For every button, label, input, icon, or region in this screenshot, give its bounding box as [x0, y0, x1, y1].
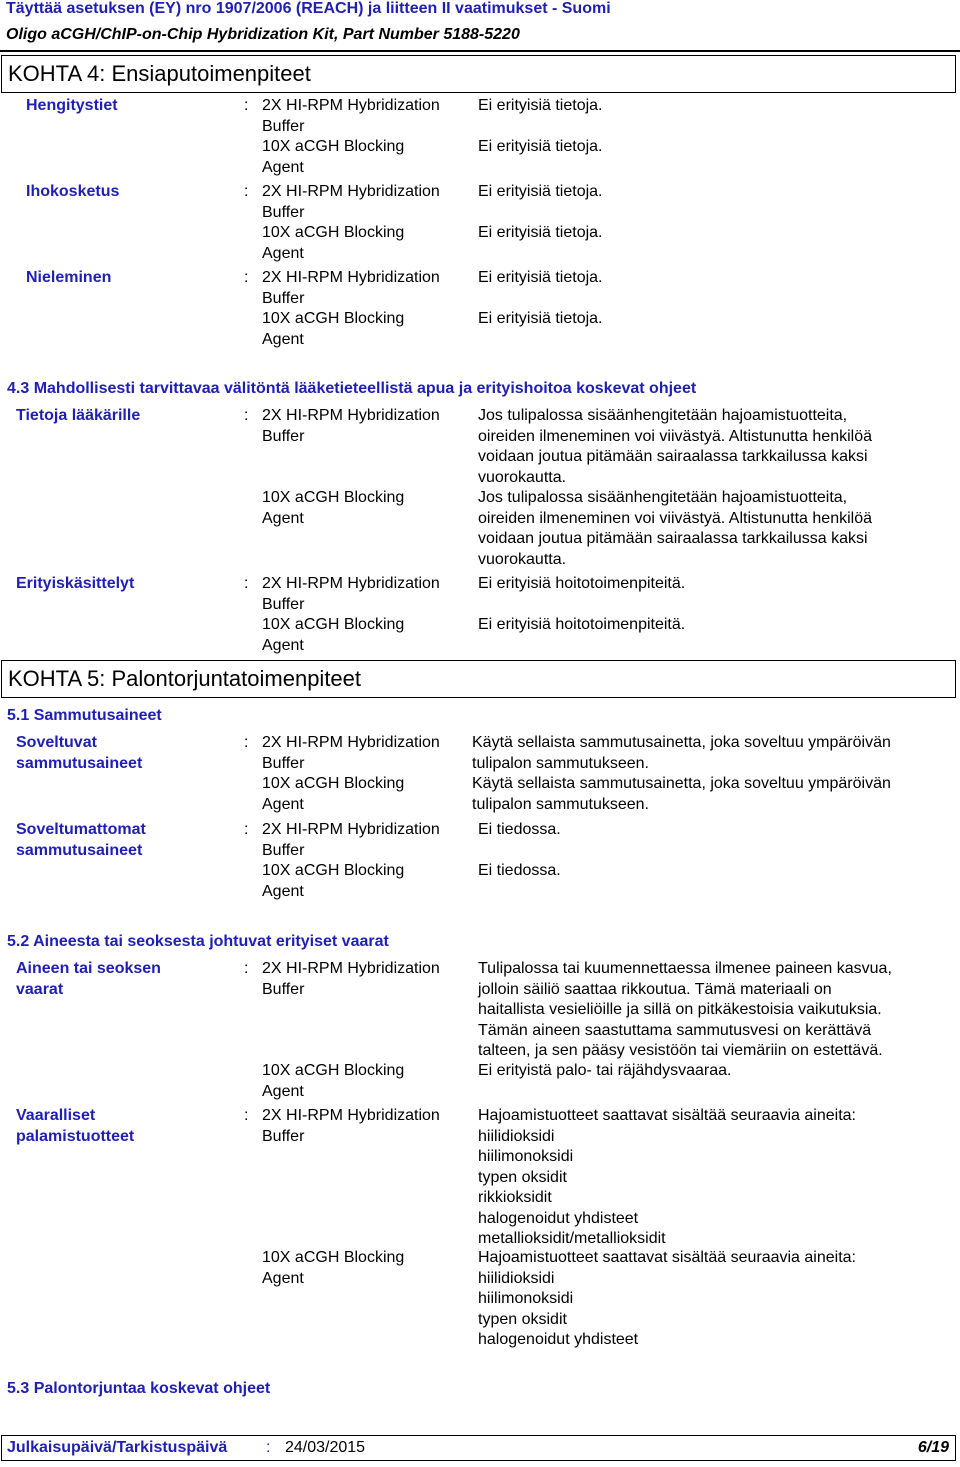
- value-text: vuorokautta.: [478, 468, 567, 486]
- product-1-line-1: 2X HI-RPM Hybridization: [262, 821, 440, 838]
- value-text: hiilidioksidi: [478, 1127, 555, 1145]
- value-text: halogenoidut yhdisteet: [478, 1331, 639, 1348]
- page-number: 6/19: [917, 1439, 949, 1456]
- value-text: Ei tiedossa.: [478, 821, 561, 838]
- value-text: haitallista vesieliöille ja sillä on pitkäkestoisia vaikutuksia.: [478, 1001, 882, 1018]
- product-1-line-2: Buffer: [262, 117, 305, 135]
- value-text: Ei erityisiä hoitotoimenpiteitä.: [478, 575, 686, 592]
- product-1-line-1: 2X HI-RPM Hybridization: [262, 1107, 440, 1124]
- value-text: Käytä sellaista sammutusainetta, joka soveltuu ympäröivän: [472, 775, 891, 792]
- value-text: Tämän aineen saastuttama sammutusvesi on kerättävä: [478, 1021, 872, 1039]
- value-text: voidaan joutua pitämään sairaalassa tarkkailussa kaksi: [478, 448, 868, 465]
- row-label-skin-contact: Ihokosketus: [26, 183, 120, 200]
- product-1-line-2: Buffer: [262, 289, 305, 307]
- value-text: tulipalon sammutukseen.: [472, 754, 649, 772]
- product-2-line-2: Agent: [262, 636, 304, 654]
- product-2-line-2: Agent: [262, 244, 304, 262]
- value-text: Ei erityisiä hoitotoimenpiteitä.: [478, 616, 686, 633]
- row-label-ingestion: Nieleminen: [26, 269, 112, 286]
- value-text: Ei erityisiä tietoja.: [478, 97, 603, 114]
- product-1-line-1: 2X HI-RPM Hybridization: [262, 575, 440, 592]
- colon: :: [244, 183, 249, 200]
- product-1-line-2: Buffer: [262, 203, 305, 221]
- colon: :: [244, 575, 249, 592]
- value-text: halogenoidut yhdisteet: [478, 1209, 639, 1227]
- value-text: typen oksidit: [478, 1168, 567, 1186]
- product-1-line-2: Buffer: [262, 841, 305, 859]
- product-2-line-2: Agent: [262, 795, 304, 813]
- product-2-line-2: Agent: [262, 509, 304, 527]
- value-text: jolloin säiliö saattaa rikkoutua. Tämä materiaali on: [478, 980, 832, 998]
- regulation-title: Täyttää asetuksen (EY) nro 1907/2006 (REACH) ja liitteen II vaatimukset - Suomi: [6, 0, 611, 17]
- section-5-heading: KOHTA 5: Palontorjuntatoimenpiteet: [1, 660, 956, 698]
- product-1-line-2: Buffer: [262, 595, 305, 613]
- issue-date-label: Julkaisupäivä/Tarkistuspäivä: [7, 1439, 228, 1456]
- subsection-5-2-heading: 5.2 Aineesta tai seoksesta johtuvat erityiset vaarat: [7, 933, 389, 950]
- value-text: hiilimonoksidi: [478, 1290, 574, 1307]
- product-title: Oligo aCGH/ChIP-on-Chip Hybridization Kit, Part Number 5188-5220: [6, 26, 520, 43]
- document-header: [0, 0, 960, 52]
- value-text: Ei erityistä palo- tai räjähdysvaaraa.: [478, 1062, 732, 1079]
- row-label-special-treatment: Erityiskäsittelyt: [16, 575, 135, 592]
- value-text: metallioksidit/metallioksidit: [478, 1230, 666, 1247]
- product-2-line-2: Agent: [262, 158, 304, 176]
- value-text: talteen, ja sen pääsy vesistöön tai viemäriin on estettävä.: [478, 1042, 883, 1059]
- value-text: hiilidioksidi: [478, 1269, 555, 1287]
- value-text: rikkioksidit: [478, 1189, 552, 1206]
- document-footer: [1, 1435, 956, 1461]
- row-label-doctor-info: Tietoja lääkärille: [16, 407, 141, 424]
- product-1-line-1: 2X HI-RPM Hybridization: [262, 183, 440, 200]
- value-text: Jos tulipalossa sisäänhengitetään hajoamistuotteita,: [478, 489, 848, 506]
- value-text: Jos tulipalossa sisäänhengitetään hajoamistuotteita,: [478, 407, 848, 424]
- product-2-line-2: Agent: [262, 330, 304, 348]
- product-1-line-2: Buffer: [262, 980, 305, 998]
- product-1-line-1: 2X HI-RPM Hybridization: [262, 960, 440, 977]
- value-text: voidaan joutua pitämään sairaalassa tarkkailussa kaksi: [478, 530, 868, 547]
- product-2-line-1: 10X aCGH Blocking: [262, 862, 405, 879]
- product-2-line-2: Agent: [262, 1269, 304, 1287]
- value-text: hiilimonoksidi: [478, 1148, 574, 1165]
- value-text: vuorokautta.: [478, 550, 567, 568]
- product-2-line-1: 10X aCGH Blocking: [262, 1249, 405, 1266]
- value-text: Tulipalossa tai kuumennettaessa ilmenee paineen kasvua,: [478, 960, 892, 977]
- colon: :: [244, 97, 249, 114]
- row-label-hazards: vaarat: [16, 980, 64, 998]
- row-label-suitable-extinguishing: sammutusaineet: [16, 754, 143, 772]
- product-1-line-1: 2X HI-RPM Hybridization: [262, 734, 440, 751]
- value-text: Ei tiedossa.: [478, 862, 561, 879]
- colon: :: [244, 960, 249, 977]
- issue-date-value: 24/03/2015: [285, 1439, 366, 1456]
- row-label-unsuitable-extinguishing: Soveltumattomat: [16, 821, 146, 838]
- product-2-line-1: 10X aCGH Blocking: [262, 310, 405, 327]
- colon: :: [244, 821, 249, 838]
- product-2-line-1: 10X aCGH Blocking: [262, 138, 405, 155]
- value-text: Ei erityisiä tietoja.: [478, 183, 603, 200]
- row-label-suitable-extinguishing: Soveltuvat: [16, 734, 97, 751]
- row-label-combustion-products: Vaaralliset: [16, 1107, 96, 1124]
- product-1-line-2: Buffer: [262, 427, 305, 445]
- row-label-unsuitable-extinguishing: sammutusaineet: [16, 841, 143, 859]
- product-2-line-2: Agent: [262, 882, 304, 900]
- subsection-5-3-heading: 5.3 Palontorjuntaa koskevat ohjeet: [7, 1380, 271, 1397]
- value-text: oireiden ilmeneminen voi viivästyä. Altistunutta henkilöä: [478, 427, 872, 445]
- product-1-line-1: 2X HI-RPM Hybridization: [262, 97, 440, 114]
- row-label-hazards: Aineen tai seoksen: [16, 960, 161, 977]
- product-2-line-1: 10X aCGH Blocking: [262, 1062, 405, 1079]
- product-1-line-1: 2X HI-RPM Hybridization: [262, 269, 440, 286]
- row-label-inhalation: Hengitystiet: [26, 97, 118, 114]
- colon: :: [244, 407, 249, 424]
- value-text: Hajoamistuotteet saattavat sisältää seuraavia aineita:: [478, 1249, 856, 1266]
- product-2-line-1: 10X aCGH Blocking: [262, 616, 405, 633]
- colon: :: [266, 1439, 271, 1456]
- product-1-line-2: Buffer: [262, 754, 305, 772]
- subsection-4-3-heading: 4.3 Mahdollisesti tarvittavaa välitöntä lääketieteellistä apua ja erityishoitoa koskevat ohjeet: [7, 380, 697, 397]
- value-text: Hajoamistuotteet saattavat sisältää seuraavia aineita:: [478, 1107, 856, 1124]
- subsection-5-1-heading: 5.1 Sammutusaineet: [7, 707, 162, 724]
- value-text: tulipalon sammutukseen.: [472, 795, 649, 813]
- product-2-line-2: Agent: [262, 1082, 304, 1100]
- colon: :: [244, 734, 249, 751]
- value-text: oireiden ilmeneminen voi viivästyä. Altistunutta henkilöä: [478, 509, 872, 527]
- value-text: Ei erityisiä tietoja.: [478, 269, 603, 286]
- section-4-heading: KOHTA 4: Ensiaputoimenpiteet: [1, 55, 956, 93]
- value-text: Ei erityisiä tietoja.: [478, 138, 603, 155]
- product-1-line-1: 2X HI-RPM Hybridization: [262, 407, 440, 424]
- product-2-line-1: 10X aCGH Blocking: [262, 489, 405, 506]
- product-1-line-2: Buffer: [262, 1127, 305, 1145]
- product-2-line-1: 10X aCGH Blocking: [262, 224, 405, 241]
- row-label-combustion-products: palamistuotteet: [16, 1127, 135, 1145]
- colon: :: [244, 269, 249, 286]
- colon: :: [244, 1107, 249, 1124]
- value-text: Käytä sellaista sammutusainetta, joka soveltuu ympäröivän: [472, 734, 891, 751]
- header-divider: [0, 50, 960, 52]
- value-text: Ei erityisiä tietoja.: [478, 310, 603, 327]
- value-text: typen oksidit: [478, 1310, 567, 1328]
- value-text: Ei erityisiä tietoja.: [478, 224, 603, 241]
- product-2-line-1: 10X aCGH Blocking: [262, 775, 405, 792]
